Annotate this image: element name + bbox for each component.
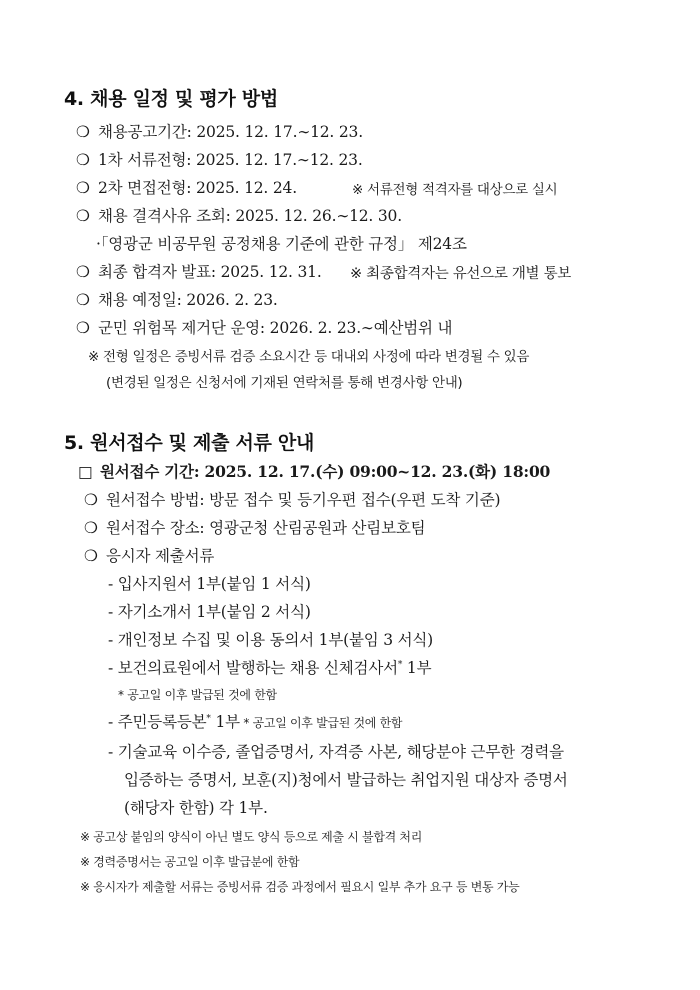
circle-bullet-icon: ❍ xyxy=(76,123,90,141)
asterisk-mark: * xyxy=(397,659,403,670)
application-item xyxy=(84,488,500,510)
document-item xyxy=(108,710,402,732)
document-footnote: * 공고일 이후 발급된 것에 한함 xyxy=(118,688,277,702)
document-item xyxy=(108,656,431,678)
application-text: 응시자 제출서류 xyxy=(106,547,215,565)
circle-bullet-icon: ❍ xyxy=(76,263,90,281)
schedule-item xyxy=(76,204,402,226)
circle-bullet-icon: ❍ xyxy=(76,151,90,169)
document-item: - 자기소개서 1부(붙임 2 서식) xyxy=(108,603,311,621)
application-item xyxy=(84,544,214,566)
section-4-title: 4. 채용 일정 및 평가 방법 xyxy=(64,88,278,110)
tech-docs-line1: - 기술교육 이수증, 졸업증명서, 자격증 사본, 해당분야 근무한 경력을 xyxy=(108,743,564,761)
document-item: - 개인정보 수집 및 이용 동의서 1부(붙임 3 서식) xyxy=(108,631,434,649)
regulation-reference xyxy=(96,232,467,254)
document-item: - 입사지원서 1부(붙임 1 서식) xyxy=(108,575,311,593)
section-5-title: 5. 원서접수 및 제출 서류 안내 xyxy=(64,432,315,454)
circle-bullet-icon: ❍ xyxy=(84,519,98,537)
schedule-text: 최종 합격자 발표: 2025. 12. 31. xyxy=(98,263,322,281)
schedule-item xyxy=(76,148,363,170)
document-count: 1부 xyxy=(402,659,432,677)
schedule-text: 1차 서류전형: 2025. 12. 17.∼12. 23. xyxy=(98,151,363,169)
tech-docs-line3: (해당자 한함) 각 1부. xyxy=(124,799,268,817)
schedule-text: 채용 예정일: 2026. 2. 23. xyxy=(98,291,278,309)
circle-bullet-icon: ❍ xyxy=(84,491,98,509)
application-period xyxy=(78,460,550,482)
tech-docs-line2: 입증하는 증명서, 보훈(지)청에서 발급하는 취업지원 대상자 증명서 xyxy=(124,771,568,789)
schedule-item xyxy=(76,260,322,282)
circle-bullet-icon: ❍ xyxy=(76,319,90,337)
regulation-text: 「영광군 비공무원 공정채용 기준에 관한 규정」 제24조 xyxy=(100,235,467,253)
submission-note: ※ 경력증명서는 공고일 이후 발급분에 한함 xyxy=(80,855,300,869)
schedule-item xyxy=(76,316,452,338)
circle-bullet-icon: ❍ xyxy=(76,207,90,225)
schedule-notice-line1: ※ 전형 일정은 증빙서류 검증 소요시간 등 대내외 사정에 따라 변경될 수 있음 xyxy=(88,349,530,365)
submission-note: ※ 공고상 붙임의 양식이 아닌 별도 양식 등으로 제출 시 불합격 처리 xyxy=(80,830,423,844)
application-item xyxy=(84,516,425,538)
schedule-item xyxy=(76,176,297,198)
schedule-text: 채용 결격사유 조회: 2025. 12. 26.∼12. 30. xyxy=(98,207,402,225)
circle-bullet-icon: ❍ xyxy=(84,547,98,565)
schedule-text: 채용공고기간: 2025. 12. 17.∼12. 23. xyxy=(98,123,363,141)
dot-bullet-icon: · xyxy=(96,235,101,253)
final-result-note: ※ 최종합격자는 유선으로 개별 통보 xyxy=(350,266,571,282)
schedule-item xyxy=(76,288,278,310)
asterisk-mark: * xyxy=(206,713,211,724)
document-text: - 보건의료원에서 발행하는 채용 신체검사서 xyxy=(108,659,398,677)
schedule-text: 2차 면접전형: 2025. 12. 24. xyxy=(98,179,297,197)
application-period-text: 원서접수 기간: 2025. 12. 17.(수) 09:00~12. 23.(화) 18:00 xyxy=(100,462,551,481)
document-count: 1부 xyxy=(210,713,240,731)
submission-note: ※ 응시자가 제출할 서류는 증빙서류 검증 과정에서 필요시 일부 추가 요구 등 변동 가능 xyxy=(80,880,520,894)
schedule-item xyxy=(76,120,363,142)
resident-footnote: * 공고일 이후 발급된 것에 한함 xyxy=(239,716,403,730)
document-text: - 주민등록등본 xyxy=(108,713,207,731)
schedule-text: 군민 위험목 제거단 운영: 2026. 2. 23.∼예산범위 내 xyxy=(98,319,453,337)
circle-bullet-icon: ❍ xyxy=(76,291,90,309)
schedule-notice-line2: (변경된 일정은 신청서에 기재된 연락처를 통해 변경사항 안내) xyxy=(106,375,463,391)
interview-note: ※ 서류전형 적격자를 대상으로 실시 xyxy=(352,182,558,198)
application-text: 원서접수 방법: 방문 접수 및 등기우편 접수(우편 도착 기준) xyxy=(106,491,501,509)
application-text: 원서접수 장소: 영광군청 산림공원과 산림보호팀 xyxy=(106,519,426,537)
square-bullet-icon: □ xyxy=(78,463,93,481)
circle-bullet-icon: ❍ xyxy=(76,179,90,197)
